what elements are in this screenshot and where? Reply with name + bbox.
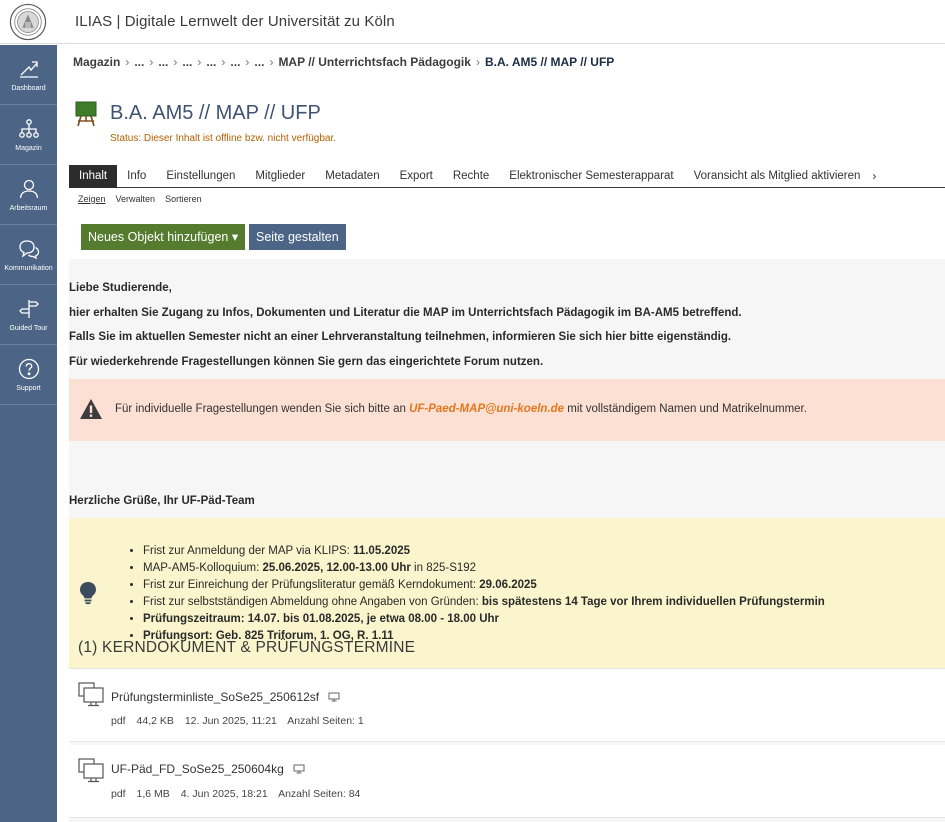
chevron-right-icon[interactable]: › (872, 169, 877, 183)
item-text: MAP-AM5-Kolloquium: (143, 562, 263, 574)
item-bold: 25.06.2025, 12.00-13.00 Uhr (262, 562, 411, 574)
file-title[interactable]: UF-Päd_FD_SoSe25_250604kg (111, 762, 284, 776)
tab-voransicht[interactable]: Voransicht als Mitglied aktivieren (693, 169, 861, 182)
intro-line: Für wiederkehrende Fragestellungen können Sie gern das eingerichtete Forum nutzen. (69, 356, 544, 368)
warning-text-before: Für individuelle Fragestellungen wenden Sie sich bitte an (115, 403, 410, 415)
warning-box (69, 379, 945, 441)
item-bold: 11.05.2025 (353, 545, 410, 557)
main-content (57, 45, 945, 822)
mainbar (0, 45, 57, 822)
subtab-verwalten[interactable]: Verwalten (115, 194, 156, 204)
tab-bar (69, 165, 945, 188)
mainbar-label: Dashboard (11, 85, 46, 92)
intro-greeting: Liebe Studierende, (69, 282, 172, 294)
tab-mitglieder[interactable]: Mitglieder (255, 169, 306, 182)
subtab-bar (78, 194, 202, 204)
list-item (143, 611, 825, 628)
file-pages: Anzahl Seiten: 84 (278, 788, 361, 800)
signoff: Herzliche Grüße, Ihr UF-Päd-Team (69, 495, 255, 507)
lightbulb-icon (79, 581, 97, 605)
mainbar-label: Guided Tour (9, 325, 48, 332)
file-pages: Anzahl Seiten: 1 (287, 715, 364, 727)
tab-rechte[interactable]: Rechte (452, 169, 490, 182)
warning-text-after: mit vollständigem Namen und Matrikelnummer. (564, 403, 807, 415)
chat-icon (17, 237, 41, 261)
offline-status: Status: Dieser Inhalt ist offline bzw. nicht verfügbar. (110, 133, 337, 144)
monitor-icon (328, 692, 340, 702)
item-bold: bis spätestens 14 Tage vor Ihrem individuellen Prüfungstermin (481, 596, 825, 608)
intro-line: Falls Sie im aktuellen Semester nicht an einer Lehrveranstaltung teilnehmen, informieren Sie sich hier bitte eigenständig. (69, 331, 732, 343)
item-text: Frist zur Einreichung der Prüfungsliteratur gemäß Kerndokument: (143, 579, 480, 591)
section-title: (1) KERNDOKUMENT & PRÜFUNGSTERMINE (78, 639, 416, 656)
file-date: 4. Jun 2025, 18:21 (180, 788, 268, 800)
site-title[interactable]: ILIAS | Digitale Lernwelt der Universität zu Köln (75, 13, 395, 30)
file-size: 44,2 KB (136, 715, 174, 727)
item-bold: Prüfungszeitraum: 14.07. bis 01.08.2025, je etwa 08.00 - 18.00 Uhr (143, 613, 500, 625)
tab-semesterapparat[interactable]: Elektronischer Semesterapparat (509, 169, 674, 182)
tab-info[interactable]: Info (127, 169, 147, 182)
breadcrumb-item[interactable]: MAP // Unterrichtsfach Pädagogik (278, 55, 471, 69)
help-icon (17, 357, 41, 381)
monitor-icon (293, 764, 305, 774)
item-bold: Prüfungsort: Geb. 825 Triforum, 1. OG, R. 1.11 (143, 630, 394, 642)
mainbar-label: Magazin (15, 145, 42, 152)
item-tail: in 825-S192 (410, 562, 477, 574)
add-object-button[interactable]: Neues Objekt hinzufügen ▾ (81, 224, 245, 250)
mainbar-label: Support (16, 385, 41, 392)
group-board-icon (75, 101, 97, 127)
file-type: pdf (111, 715, 126, 727)
item-text: Frist zur selbstständigen Abmeldung ohne Angaben von Gründen: (143, 596, 482, 608)
breadcrumb (73, 55, 614, 69)
warning-text (115, 403, 807, 415)
file-meta (111, 715, 372, 727)
tab-einstellungen[interactable]: Einstellungen (166, 169, 236, 182)
chevron-right-icon: › (173, 55, 178, 69)
file-monitor-icon (78, 757, 104, 783)
tab-inhalt[interactable]: Inhalt (69, 165, 117, 188)
file-date: 12. Jun 2025, 11:21 (184, 715, 277, 727)
list-item (143, 594, 825, 611)
seal-icon (9, 3, 47, 41)
subtab-zeigen[interactable]: Zeigen (78, 194, 106, 204)
mainbar-item-magazin[interactable] (0, 105, 57, 165)
section-divider (69, 668, 945, 669)
sitemap-icon (17, 117, 41, 141)
chevron-right-icon: › (245, 55, 250, 69)
list-item (143, 577, 825, 594)
mainbar-label: Arbeitsraum (9, 205, 48, 212)
item-bold: 29.06.2025 (479, 579, 537, 591)
file-meta (111, 788, 368, 800)
mainbar-item-guided-tour[interactable] (0, 285, 57, 345)
mainbar-item-dashboard[interactable] (0, 45, 57, 105)
support-email-link[interactable]: UF-Paed-MAP@uni-koeln.de (409, 403, 565, 415)
chevron-right-icon: › (125, 55, 130, 69)
warning-icon (79, 398, 103, 420)
list-item (143, 560, 825, 577)
item-text: Frist zur Anmeldung der MAP via KLIPS: (143, 545, 354, 557)
signpost-icon (17, 297, 41, 321)
breadcrumb-item[interactable]: ... (158, 55, 169, 69)
file-title-row (111, 690, 340, 704)
chevron-right-icon: › (149, 55, 154, 69)
chevron-right-icon: › (197, 55, 202, 69)
breadcrumb-item[interactable]: ... (254, 55, 265, 69)
tab-metadaten[interactable]: Metadaten (325, 169, 380, 182)
breadcrumb-item[interactable]: ... (230, 55, 241, 69)
mainbar-item-kommunikation[interactable] (0, 225, 57, 285)
intro-line: hier erhalten Sie Zugang zu Infos, Dokumenten und Literatur die MAP im Unterrichtsfach Pädagogik im BA-AM5 betreffend. (69, 307, 742, 319)
file-size: 1,6 MB (136, 788, 170, 800)
chevron-right-icon: › (221, 55, 226, 69)
file-monitor-icon (78, 681, 104, 707)
file-item[interactable] (69, 745, 945, 818)
list-item (143, 543, 825, 560)
toolbar (69, 215, 945, 259)
chevron-right-icon: › (269, 55, 274, 69)
dashboard-icon (17, 57, 41, 81)
file-type: pdf (111, 788, 126, 800)
tab-export[interactable]: Export (399, 169, 433, 182)
user-icon (17, 177, 41, 201)
breadcrumb-current[interactable]: B.A. AM5 // MAP // UFP (484, 55, 615, 69)
page-title: B.A. AM5 // MAP // UFP (110, 102, 321, 124)
breadcrumb-item[interactable]: ... (134, 55, 145, 69)
chevron-right-icon: › (475, 55, 480, 69)
breadcrumb-item[interactable]: ... (206, 55, 217, 69)
breadcrumb-item[interactable]: Magazin (73, 55, 121, 69)
mainbar-label: Kommunikation (4, 265, 53, 272)
file-title[interactable]: Prüfungsterminliste_SoSe25_250612sf (111, 690, 320, 704)
mainbar-item-support[interactable] (0, 345, 57, 405)
mainbar-item-arbeitsraum[interactable] (0, 165, 57, 225)
file-title-row (111, 762, 305, 776)
header (0, 0, 945, 44)
university-seal-logo[interactable] (0, 0, 56, 44)
breadcrumb-item[interactable]: ... (182, 55, 193, 69)
deadline-list (133, 543, 825, 645)
file-item[interactable] (69, 669, 945, 742)
design-page-button[interactable]: Seite gestalten (249, 224, 346, 250)
subtab-sortieren[interactable]: Sortieren (165, 194, 202, 204)
